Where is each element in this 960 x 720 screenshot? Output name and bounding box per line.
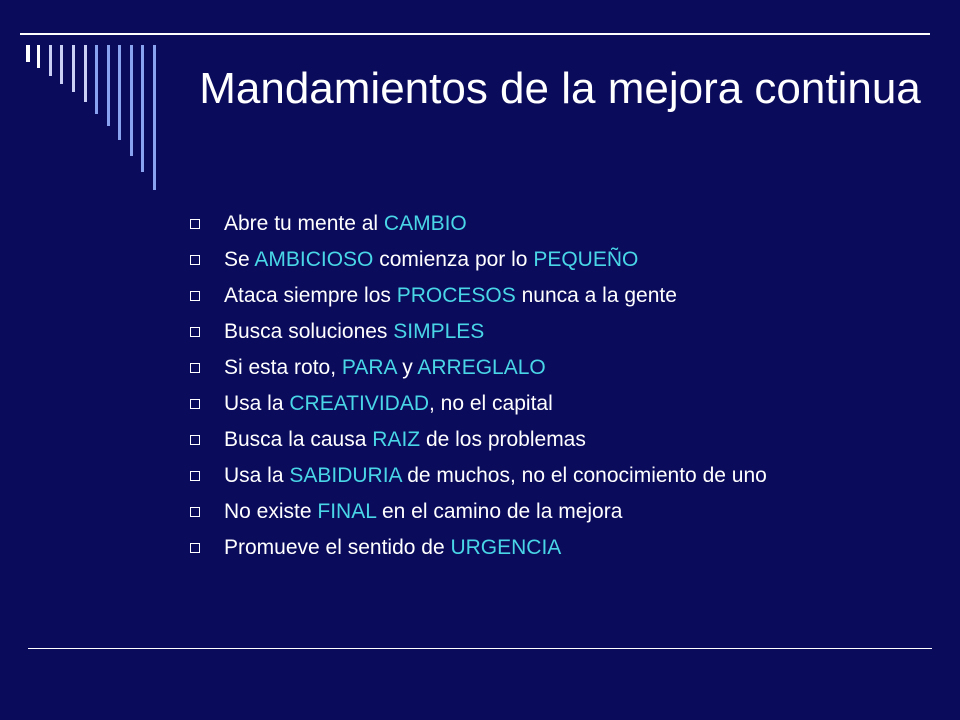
bottom-rule — [28, 648, 932, 649]
bullet-text: Busca la causa — [224, 428, 373, 451]
highlighted-keyword: ARREGLALO — [417, 356, 546, 379]
bullet-item — [188, 284, 888, 308]
highlighted-keyword: SABIDURIA — [289, 464, 402, 487]
bullet-item — [188, 428, 888, 452]
bullet-text: de los problemas — [420, 428, 586, 451]
bullet-text: Usa la — [224, 392, 290, 415]
decorative-bar — [118, 45, 121, 140]
bullet-text: Ataca siempre los — [224, 284, 397, 307]
bullet-text: y — [396, 356, 418, 379]
highlighted-keyword: PEQUEÑO — [533, 248, 639, 271]
bullet-text: Busca soluciones — [224, 320, 394, 343]
bullet-text: , no el capital — [429, 392, 553, 415]
square-bullet-icon — [190, 291, 200, 301]
bullet-text: en el camino de la mejora — [376, 500, 623, 523]
bullet-text: Abre tu mente al — [224, 212, 384, 235]
bullet-item — [188, 464, 888, 488]
bullet-item — [188, 248, 888, 272]
bullet-text: Usa la — [224, 464, 290, 487]
bullet-text: comienza por lo — [373, 248, 534, 271]
square-bullet-icon — [190, 327, 200, 337]
decorative-bar — [26, 45, 30, 62]
bullet-item — [188, 392, 888, 416]
square-bullet-icon — [190, 363, 200, 373]
highlighted-keyword: SIMPLES — [393, 320, 485, 343]
square-bullet-icon — [190, 255, 200, 265]
decorative-bar — [95, 45, 98, 114]
slide-title: Mandamientos de la mejora continua — [199, 64, 921, 113]
bullet-text: de muchos, no el conocimiento de uno — [401, 464, 767, 487]
decorative-bar — [107, 45, 110, 126]
decorative-bar — [84, 45, 87, 102]
highlighted-keyword: FINAL — [317, 500, 377, 523]
decorative-bar — [153, 45, 156, 190]
square-bullet-icon — [190, 507, 200, 517]
bullet-item — [188, 320, 888, 344]
bullet-text: Se — [224, 248, 255, 271]
decorative-bar — [130, 45, 133, 156]
highlighted-keyword: AMBICIOSO — [254, 248, 374, 271]
bullet-text: nunca a la gente — [515, 284, 677, 307]
decorative-bar — [72, 45, 75, 92]
top-rule — [20, 33, 930, 35]
highlighted-keyword: PROCESOS — [396, 284, 516, 307]
bullet-item — [188, 356, 888, 380]
decorative-bar — [49, 45, 52, 76]
square-bullet-icon — [190, 543, 200, 553]
highlighted-keyword: CAMBIO — [383, 212, 467, 235]
decorative-bar — [60, 45, 63, 84]
highlighted-keyword: CREATIVIDAD — [289, 392, 429, 415]
bullet-text: No existe — [224, 500, 318, 523]
square-bullet-icon — [190, 435, 200, 445]
decorative-bar — [141, 45, 144, 172]
bullet-item — [188, 212, 888, 236]
square-bullet-icon — [190, 219, 200, 229]
bullet-text: Promueve el sentido de — [224, 536, 451, 559]
bullet-text: Si esta roto, — [224, 356, 342, 379]
bullet-item — [188, 536, 888, 560]
highlighted-keyword: URGENCIA — [450, 536, 562, 559]
highlighted-keyword: PARA — [341, 356, 397, 379]
square-bullet-icon — [190, 399, 200, 409]
bullet-list — [188, 212, 888, 572]
square-bullet-icon — [190, 471, 200, 481]
decorative-bar — [37, 45, 40, 68]
bullet-item — [188, 500, 888, 524]
highlighted-keyword: RAIZ — [372, 428, 421, 451]
